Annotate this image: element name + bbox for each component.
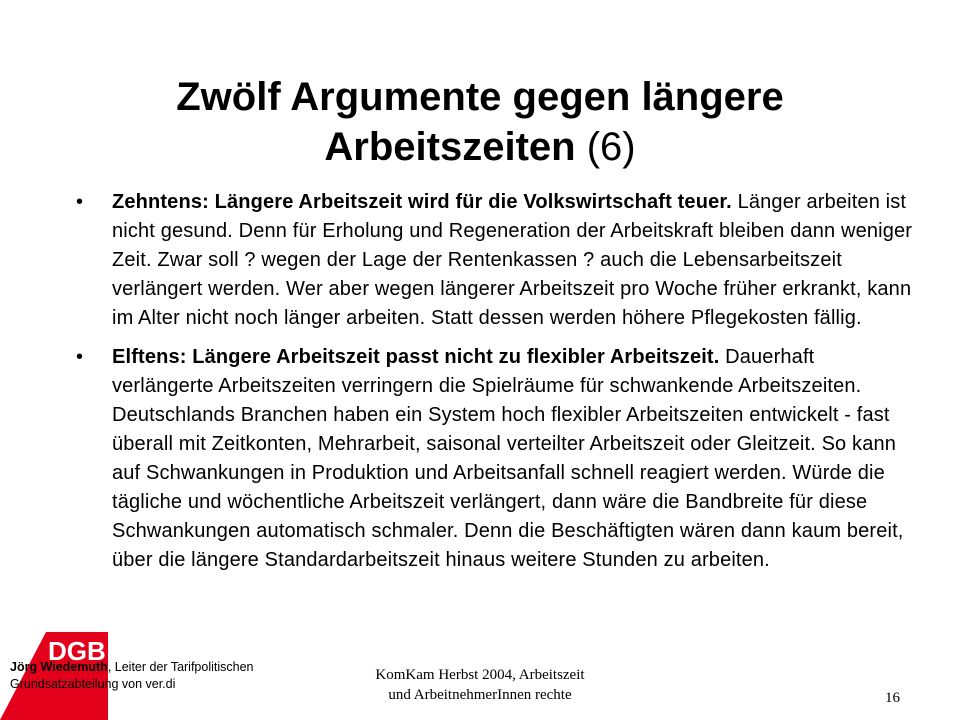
bullet-icon: • [76, 346, 84, 368]
author-credit [10, 659, 280, 693]
bullet-lead: Zehntens: Längere Arbeitszeit wird für die Volkswirtschaft teuer. [112, 191, 732, 213]
slide-title [60, 72, 900, 172]
dgb-logo-text: DGB [48, 636, 106, 666]
author-name: Jörg Wiedemuth [10, 660, 108, 674]
slide-number: 16 [885, 690, 900, 706]
bullet-item-elftens [76, 343, 920, 575]
footer-line-1: KomKam Herbst 2004, Arbeitszeit [375, 667, 585, 683]
bullet-body: Dauerhaft verlängerte Arbeitszeiten verringern die Spielräume für schwankende Arbeitszeiten. Deutschlands Branchen haben ein System hoch flexibler Arbeitszeiten entwickelt - fast überall mit Zeitkonten, Mehrarbeit, saisonal verteilter Arbeitszeit oder Gleitzeit. So kann auf Schwankungen in Produktion und Arbeitsanfall schnell reagiert werden. Würde die tägliche und wöchentliche Arbeitszeit verlängert, dann wäre die Bandbreite für diese Schwankungen automatisch schmaler. Denn die Beschäftigten wären dann kaum bereit, über die längere Standardarbeitszeit hinaus weitere Stunden zu arbeiten. [112, 346, 904, 571]
bullet-body: Länger arbeiten ist nicht gesund. Denn für Erholung und Regeneration der Arbeitskraft bleiben dann weniger Zeit. Zwar soll ? wegen der Lage der Rentenkassen ? auch die Lebensarbeitszeit verlängert werden. Wer aber wegen längerer Arbeitszeit pro Woche früher erkrankt, kann im Alter nicht noch länger arbeiten. Statt dessen werden höhere Pflegekosten fällig. [112, 191, 913, 329]
bullet-icon: • [76, 191, 84, 213]
slide-title-suffix: (6) [586, 125, 636, 169]
bullet-item-zehntens [76, 188, 920, 333]
bullet-list [76, 188, 920, 575]
slide-title-main: Zwölf Argumente gegen längere Arbeitszeiten [176, 75, 784, 169]
footer-caption [320, 665, 640, 705]
footer-line-2: und ArbeitnehmerInnen rechte [388, 687, 572, 703]
bullet-lead: Elftens: Längere Arbeitszeit passt nicht zu flexibler Arbeitszeit. [112, 346, 720, 368]
author-role: , Leiter der Tarifpolitischen Grundsatzabteilung von ver.di [10, 660, 254, 691]
